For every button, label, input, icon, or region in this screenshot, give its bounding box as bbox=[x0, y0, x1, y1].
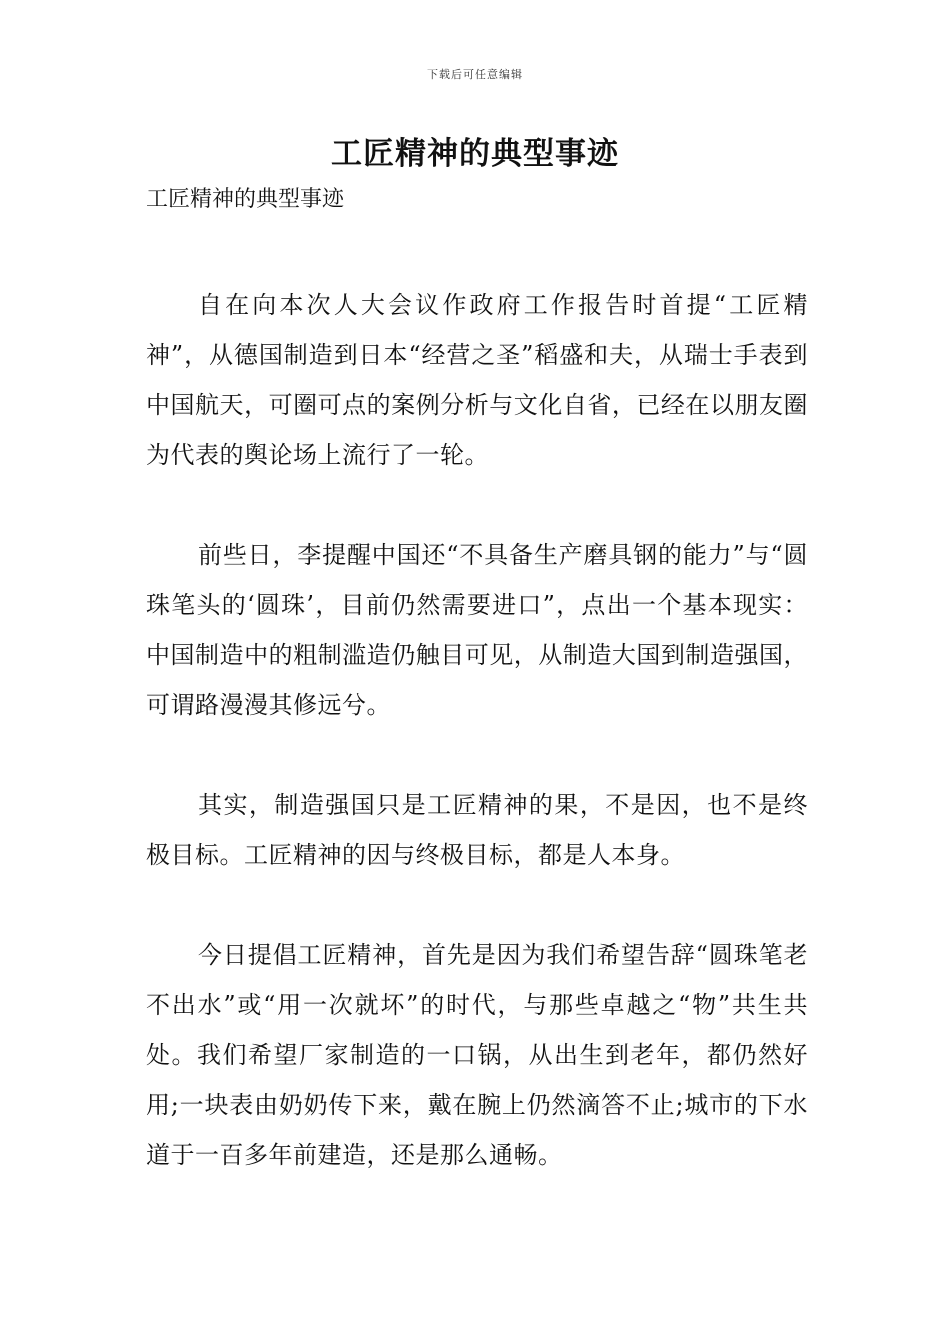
header-note: 下载后可任意编辑 bbox=[427, 68, 523, 81]
paragraph-3: 其实，制造强国只是工匠精神的果，不是因，也不是终极目标。工匠精神的因与终极目标，都是人本身。 bbox=[146, 791, 808, 869]
paragraph-4: 今日提倡工匠精神，首先是因为我们希望告辞“圆珠笔老不出水”或“用一次就坏”的时代，与那些卓越之“物”共生共处。我们希望厂家制造的一口锅，从出生到老年，都仍然好用;一块表由奶奶传下来，戴在腕上仍然滴答不止;城市的下水道于一百多年前建造，还是那么通畅。 bbox=[146, 941, 808, 1169]
document-body bbox=[146, 280, 808, 1230]
paragraph-2: 前些日，李提醒中国还“不具备生产磨具钢的能力”与“圆珠笔头的‘圆珠’，目前仍然需要进口”，点出一个基本现实：中国制造中的粗制滥造仍触目可见，从制造大国到制造强国，可谓路漫漫其修远兮。 bbox=[146, 541, 808, 719]
document-subtitle: 工匠精神的典型事迹 bbox=[146, 187, 345, 212]
page-title: 工匠精神的典型事迹 bbox=[331, 136, 619, 172]
paragraph-1: 自在向本次人大会议作政府工作报告时首提“工匠精神”，从德国制造到日本“经营之圣”稻盛和夫，从瑞士手表到中国航天，可圈可点的案例分析与文化自省，已经在以朋友圈为代表的舆论场上流行了一轮。 bbox=[146, 291, 808, 469]
